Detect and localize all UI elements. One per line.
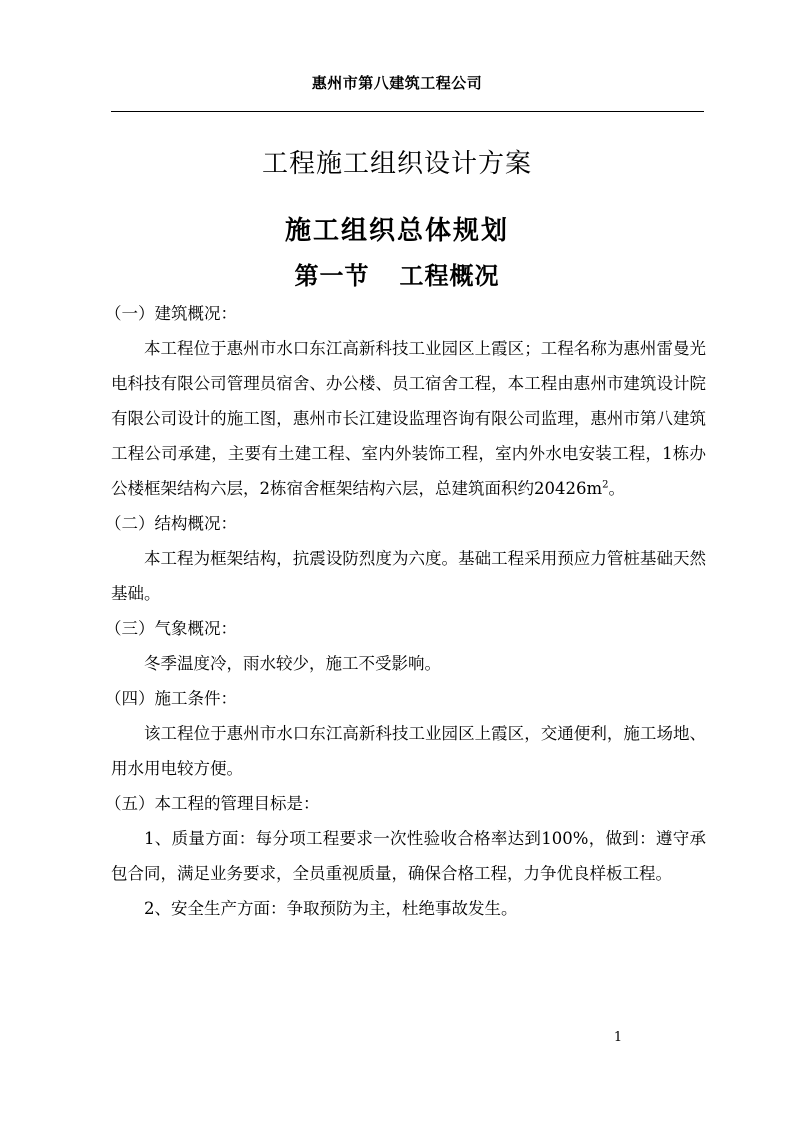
building-overview-end: 。 xyxy=(608,479,626,498)
header-rule xyxy=(111,111,704,112)
weather-overview-text: 冬季温度冷，雨水较少，施工不受影响。 xyxy=(144,654,441,673)
page-number: 1 xyxy=(613,1030,623,1045)
document-body xyxy=(105,296,706,926)
building-overview-text xyxy=(111,331,706,506)
section-name: 工程概况 xyxy=(399,262,500,290)
company-header: 惠州市第八建筑工程公司 xyxy=(311,74,483,92)
building-overview-body: 本工程位于惠州市水口东江高新科技工业园区上霞区；工程名称为惠州雷曼光电科技有限公司管理员宿舍、办公楼、员工宿舍工程，本工程由惠州市建筑设计院有限公司设计的施工图，惠州市长江建设监理咨询有限公司监理，惠州市第八建筑工程公司承建，主要有土建工程、室内外装饰工程，室内外水电安装工程，1栋办公楼框架结构六层，2栋宿舍框架结构六层，总建筑面积约20426m xyxy=(111,339,706,498)
building-overview-heading: （一）建筑概况： xyxy=(105,304,237,323)
safety-goal-text: 2、安全生产方面：争取预防为主，杜绝事故发生。 xyxy=(144,899,518,918)
management-goals-heading: （五）本工程的管理目标是： xyxy=(105,794,320,813)
section-number: 第一节 xyxy=(294,262,370,290)
section-title xyxy=(0,256,794,291)
structure-overview-heading: （二）结构概况： xyxy=(105,514,237,533)
quality-goal-text: 1、质量方面：每分项工程要求一次性验收合格率达到100%，做到：遵守承包合同，满足业务要求，全员重视质量，确保合格工程，力争优良样板工程。 xyxy=(111,829,706,883)
area-unit-superscript: 2 xyxy=(602,479,609,491)
construction-conditions-text: 该工程位于惠州市水口东江高新科技工业园区上霞区，交通便利，施工场地、用水用电较方便。 xyxy=(111,724,706,778)
document-title: 工程施工组织设计方案 xyxy=(261,149,532,179)
chapter-title: 施工组织总体规划 xyxy=(284,216,509,246)
construction-conditions-heading: （四）施工条件： xyxy=(105,689,237,708)
weather-overview-heading: （三）气象概况： xyxy=(105,619,237,638)
structure-overview-text: 本工程为框架结构，抗震设防烈度为六度。基础工程采用预应力管桩基础天然基础。 xyxy=(111,549,706,603)
